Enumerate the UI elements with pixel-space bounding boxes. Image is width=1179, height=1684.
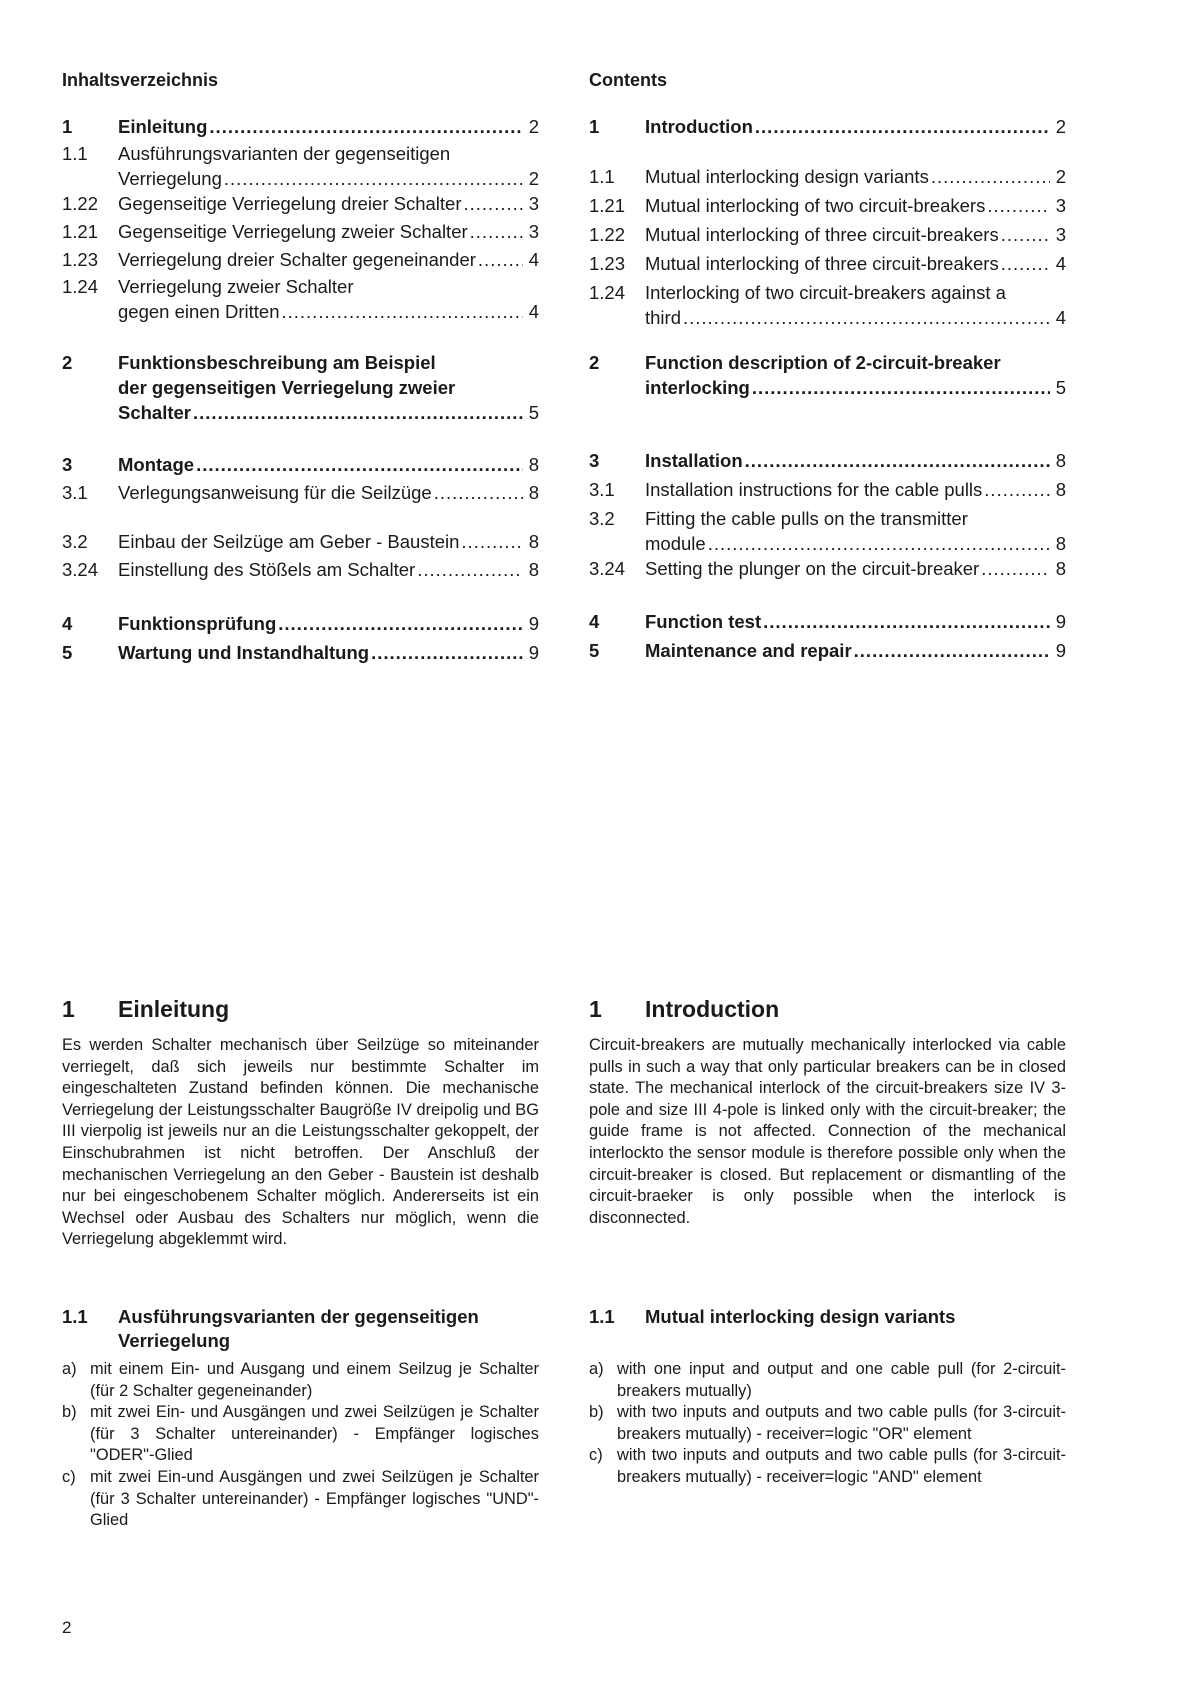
toc-number: 3.24 <box>62 559 99 580</box>
toc-number: 1.22 <box>589 224 626 245</box>
variant-list-de <box>62 1359 539 1532</box>
toc-page: 3 <box>1055 224 1066 245</box>
section-title: Introduction <box>645 996 780 1022</box>
intro-paragraph-de: Es werden Schalter mechanisch über Seilzüge so miteinander verriegelt, daß sich jeweils nur bestimmte Schalter im eingeschalteten Zustand befinden können. Die mechanische Verriegelung der Leistungsschalter Baugröße IV dreipolig und BG III vierpolig ist jeweils nur an die Leistungsschalter gekoppelt, der Einschubrahmen ist nicht betroffen. Der Anschluß der mechanischen Verriegelung an den Geber - Baustein ist deshalb nur bei eingeschobenem Schalter möglich. Andererseits ist ein Wechsel oder Ausbau des Schalters nur möglich, wenn die Verriegelung abgeklemmt wird. <box>62 1036 539 1249</box>
variant-list-en <box>589 1359 1066 1489</box>
toc-title: Gegenseitige Verriegelung dreier Schalter <box>118 193 462 214</box>
toc-title: gegen einen Dritten <box>118 301 280 322</box>
toc-page: 8 <box>528 559 539 580</box>
toc-title-line: Funktionsbeschreibung am Beispiel <box>118 352 436 373</box>
list-item <box>589 1359 1066 1402</box>
list-text: mit einem Ein- und Ausgang und einem Seilzug je Schalter (für 2 Schalter gegeneinander) <box>90 1360 539 1400</box>
toc-page: 9 <box>1055 640 1066 661</box>
toc-number: 4 <box>589 611 600 632</box>
toc-title: Introduction <box>645 116 753 137</box>
toc-page: 8 <box>528 482 539 503</box>
toc-number: 1.24 <box>62 276 99 297</box>
list-text: with two inputs and outputs and two cable pulls (for 3-circuit-breakers mutually) - receiver=logic "OR" element <box>617 1403 1066 1443</box>
toc-title: Verriegelung <box>118 168 222 189</box>
toc-page: 5 <box>1055 377 1066 398</box>
subsection-title: Mutual interlocking design variants <box>645 1306 956 1327</box>
toc-title-line: Ausführungsvarianten der gegenseitigen <box>118 143 451 164</box>
toc-title: Einstellung des Stößels am Schalter <box>118 559 416 580</box>
toc-page: 4 <box>528 249 539 270</box>
toc-title: Maintenance and repair <box>645 640 852 661</box>
toc-title-line: Function description of 2-circuit-breaker <box>645 352 1001 373</box>
list-text: mit zwei Ein- und Ausgängen und zwei Seilzügen je Schalter (für 3 Schalter untereinander) - Empfänger logisches "ODER"-Glied <box>90 1403 539 1465</box>
toc-number: 4 <box>62 613 73 634</box>
toc-page: 9 <box>528 642 539 663</box>
toc-page: 8 <box>1055 533 1066 554</box>
toc-page: 4 <box>1055 307 1066 328</box>
toc-number: 3 <box>589 450 600 471</box>
toc-page: 5 <box>528 402 539 423</box>
toc-title: Function test <box>645 611 762 632</box>
toc-number: 1.23 <box>589 253 626 274</box>
toc-number: 5 <box>589 640 600 661</box>
toc-title: Montage <box>118 454 195 475</box>
list-label: b) <box>589 1403 604 1422</box>
toc-title: Installation <box>645 450 743 471</box>
toc-title: Mutual interlocking of three circuit-breakers <box>645 224 999 245</box>
section-title: Einleitung <box>118 996 230 1022</box>
toc-page: 3 <box>528 193 539 214</box>
toc-title-line: Fitting the cable pulls on the transmitter <box>645 508 968 529</box>
toc-page: 9 <box>1055 611 1066 632</box>
toc-number: 1.1 <box>62 143 88 164</box>
toc-title: Mutual interlocking of two circuit-breakers <box>645 195 986 216</box>
toc-number: 3.2 <box>589 508 615 529</box>
subsection-title: Ausführungsvarianten der gegenseitigen Verriegelung <box>118 1306 479 1351</box>
toc-number: 5 <box>62 642 73 663</box>
toc-number: 3.24 <box>589 558 626 579</box>
section-number: 1 <box>62 996 75 1022</box>
toc-title: Setting the plunger on the circuit-breaker <box>645 558 980 579</box>
toc-number: 1.21 <box>62 221 99 242</box>
toc-page: 8 <box>528 454 539 475</box>
toc-title: interlocking <box>645 377 750 398</box>
section-number: 1 <box>589 996 602 1022</box>
toc-page: 8 <box>1055 450 1066 471</box>
list-text: with one input and output and one cable pull (for 2-circuit-breakers mutually) <box>617 1360 1066 1400</box>
list-item <box>62 1402 539 1467</box>
subsection-number: 1.1 <box>589 1306 615 1327</box>
toc-number: 3.1 <box>62 482 88 503</box>
section-heading-en <box>589 996 1066 1026</box>
toc-title: Installation instructions for the cable pulls <box>645 479 983 500</box>
toc-page: 4 <box>1055 253 1066 274</box>
toc-title: Wartung und Instandhaltung <box>118 642 370 663</box>
list-label: c) <box>589 1446 603 1465</box>
toc-title: Mutual interlocking design variants <box>645 166 929 187</box>
list-item <box>589 1402 1066 1445</box>
toc-title: Verlegungsanweisung für die Seilzüge <box>118 482 432 503</box>
toc-number: 1.22 <box>62 193 99 214</box>
list-label: c) <box>62 1467 76 1486</box>
toc-title-de: Inhaltsverzeichnis <box>62 70 219 90</box>
toc-number: 2 <box>62 352 73 373</box>
toc-number: 1 <box>62 116 73 137</box>
list-label: a) <box>62 1360 77 1378</box>
toc-number: 2 <box>589 352 600 373</box>
subsection-number: 1.1 <box>62 1306 88 1327</box>
list-text: with two inputs and outputs and two cable pulls (for 3-circuit-breakers mutually) - receiver=logic "AND" element <box>617 1446 1066 1486</box>
toc-title: Verriegelung dreier Schalter gegeneinander <box>118 249 476 270</box>
section-heading-de <box>62 996 539 1026</box>
toc-title: Mutual interlocking of three circuit-breakers <box>645 253 999 274</box>
intro-paragraph-en: Circuit-breakers are mutually mechanically interlocked via cable pulls in such a way that only particular breakers can be in closed state. The mechanical interlock of the circuit-breakers size IV 3-pole and size III 4-pole is linked only with the circuit-breaker; the guide frame is not affected. Connection of the mechanical interlockto the sensor module is therefore possible only when the circuit-breaker is closed. But replacement or dismantling of the circuit-braeker is only possible when the interlock is disconnected. <box>589 1036 1066 1227</box>
toc-number: 3 <box>62 454 73 475</box>
toc-page: 4 <box>528 301 539 322</box>
toc-title: Funktionsprüfung <box>118 613 277 634</box>
list-item <box>589 1445 1066 1488</box>
list-label: a) <box>589 1360 604 1378</box>
toc-page: 3 <box>1055 195 1066 216</box>
toc-number: 1.21 <box>589 195 626 216</box>
toc-title-line: Interlocking of two circuit-breakers against a <box>645 282 1006 303</box>
toc-page: 8 <box>528 531 539 552</box>
toc-page: 3 <box>528 221 539 242</box>
toc-title: third <box>645 307 681 328</box>
toc-number: 1 <box>589 116 600 137</box>
toc-number: 3.2 <box>62 531 88 552</box>
toc-number: 1.1 <box>589 166 615 187</box>
toc-page: 9 <box>528 613 539 634</box>
toc-number: 3.1 <box>589 479 615 500</box>
toc-page: 2 <box>528 168 539 189</box>
toc-page: 2 <box>528 116 539 137</box>
list-text: mit zwei Ein-und Ausgängen und zwei Seilzügen je Schalter (für 3 Schalter untereinander) - Empfänger logisches "UND"-Glied <box>90 1467 539 1530</box>
toc-title: module <box>645 533 706 554</box>
toc-number: 1.24 <box>589 282 626 303</box>
page-number: 2 <box>62 1618 72 1637</box>
toc-title: Gegenseitige Verriegelung zweier Schalter <box>118 221 468 242</box>
toc-title-line: Verriegelung zweier Schalter <box>118 276 354 297</box>
toc-title: Schalter <box>118 402 192 423</box>
toc-page: 8 <box>1055 479 1066 500</box>
list-item <box>62 1467 539 1532</box>
toc-page: 2 <box>1055 166 1066 187</box>
toc-page: 8 <box>1055 558 1066 579</box>
toc-page: 2 <box>1055 116 1066 137</box>
list-item <box>62 1359 539 1402</box>
toc-title: Einleitung <box>118 116 208 137</box>
list-label: b) <box>62 1403 77 1422</box>
toc-title-line: der gegenseitigen Verriegelung zweier <box>118 377 456 398</box>
toc-number: 1.23 <box>62 249 99 270</box>
toc-title: Einbau der Seilzüge am Geber - Baustein <box>118 531 460 552</box>
toc-title-en: Contents <box>589 70 667 90</box>
